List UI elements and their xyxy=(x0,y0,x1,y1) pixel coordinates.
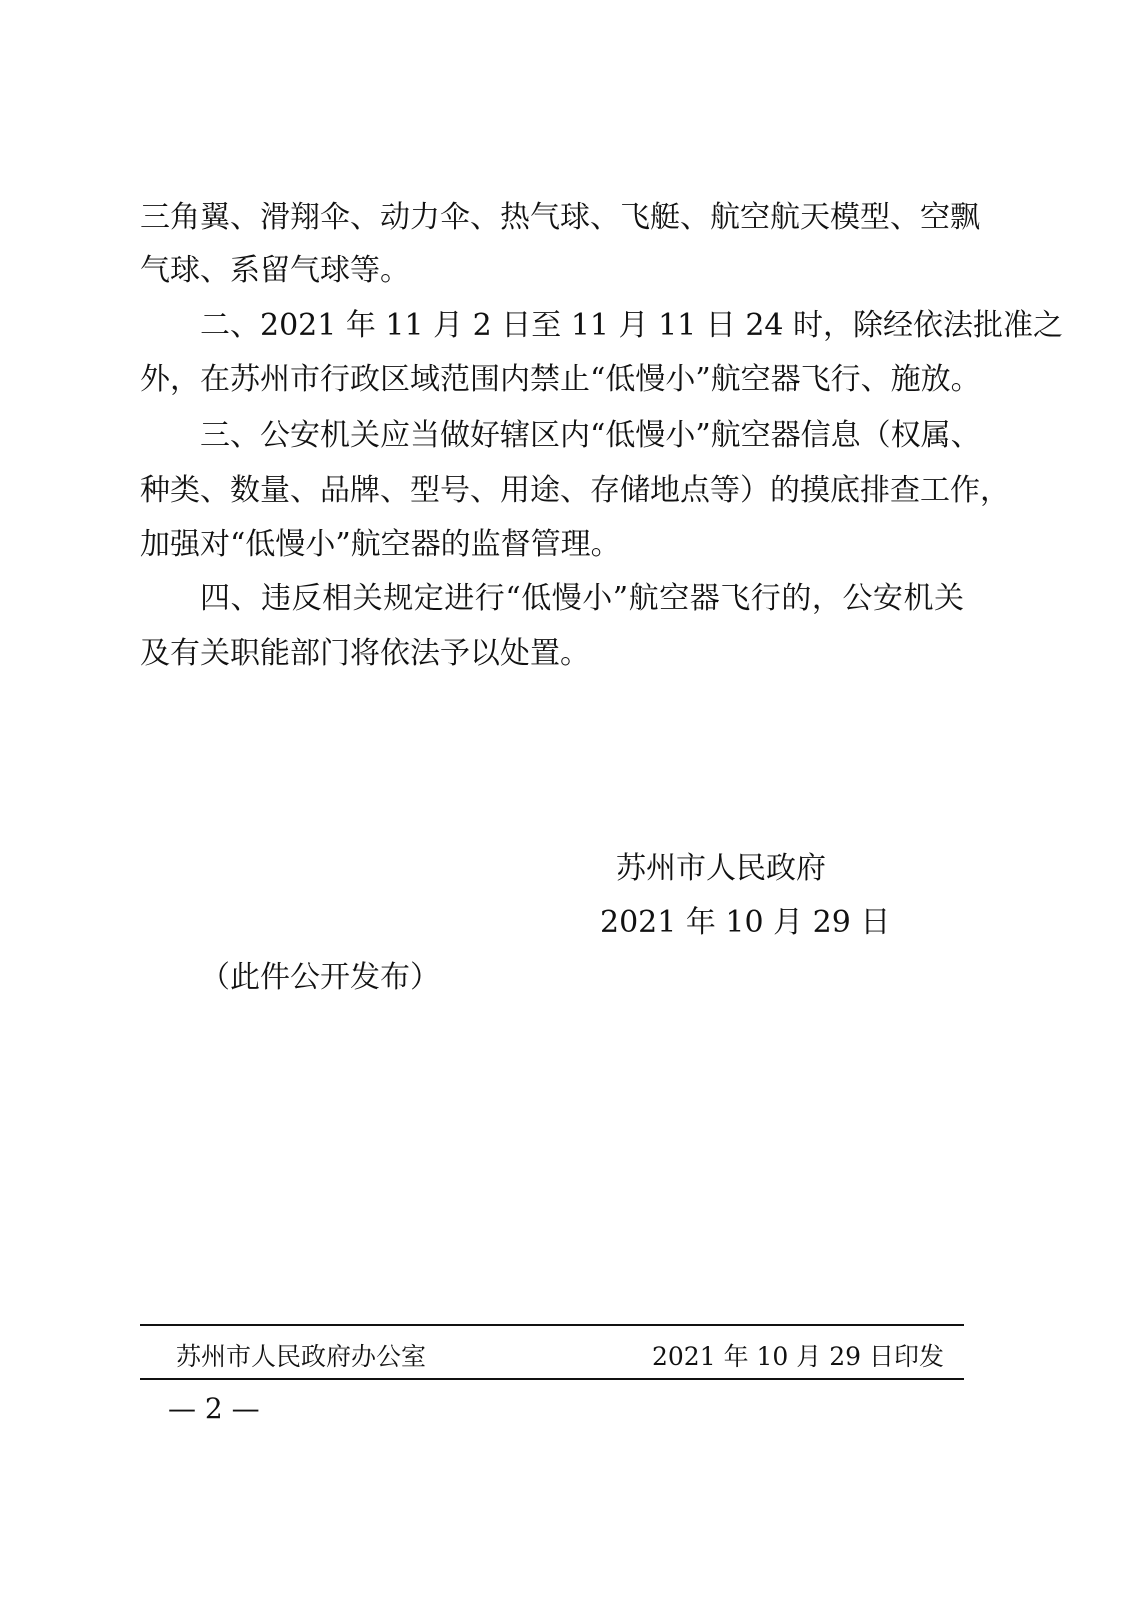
body-line-5: 三、公安机关应当做好辖区内“低慢小”航空器信息（权属、 xyxy=(200,418,981,453)
body-line-4: 外，在苏州市行政区域范围内禁止“低慢小”航空器飞行、施放。 xyxy=(140,362,981,397)
footer-office: 苏州市人民政府办公室 xyxy=(176,1342,427,1371)
body-line-7: 加强对“低慢小”航空器的监督管理。 xyxy=(140,527,621,562)
body-line-8: 四、违反相关规定进行“低慢小”航空器飞行的，公安机关 xyxy=(200,581,964,616)
signature-issuer: 苏州市人民政府 xyxy=(616,851,826,886)
body-line-1: 三角翼、滑翔伞、动力伞、热气球、飞艇、航空航天模型、空飘 xyxy=(140,200,980,235)
body-line-2: 气球、系留气球等。 xyxy=(140,253,410,288)
footer-top-rule xyxy=(140,1324,964,1326)
body-line-6: 种类、数量、品牌、型号、用途、存储地点等）的摸底排查工作， xyxy=(140,473,1010,508)
footer-print-date: 2021 年 10 月 29 日印发 xyxy=(652,1342,944,1371)
page-number: — 2 — xyxy=(168,1392,260,1425)
body-line-3: 二、2021 年 11 月 2 日至 11 月 11 日 24 时，除经依法批准之 xyxy=(200,308,1064,343)
signature-date: 2021 年 10 月 29 日 xyxy=(600,905,891,940)
publication-note: （此件公开发布） xyxy=(200,960,440,995)
footer-bottom-rule xyxy=(140,1378,964,1380)
body-line-9: 及有关职能部门将依法予以处置。 xyxy=(140,636,590,671)
